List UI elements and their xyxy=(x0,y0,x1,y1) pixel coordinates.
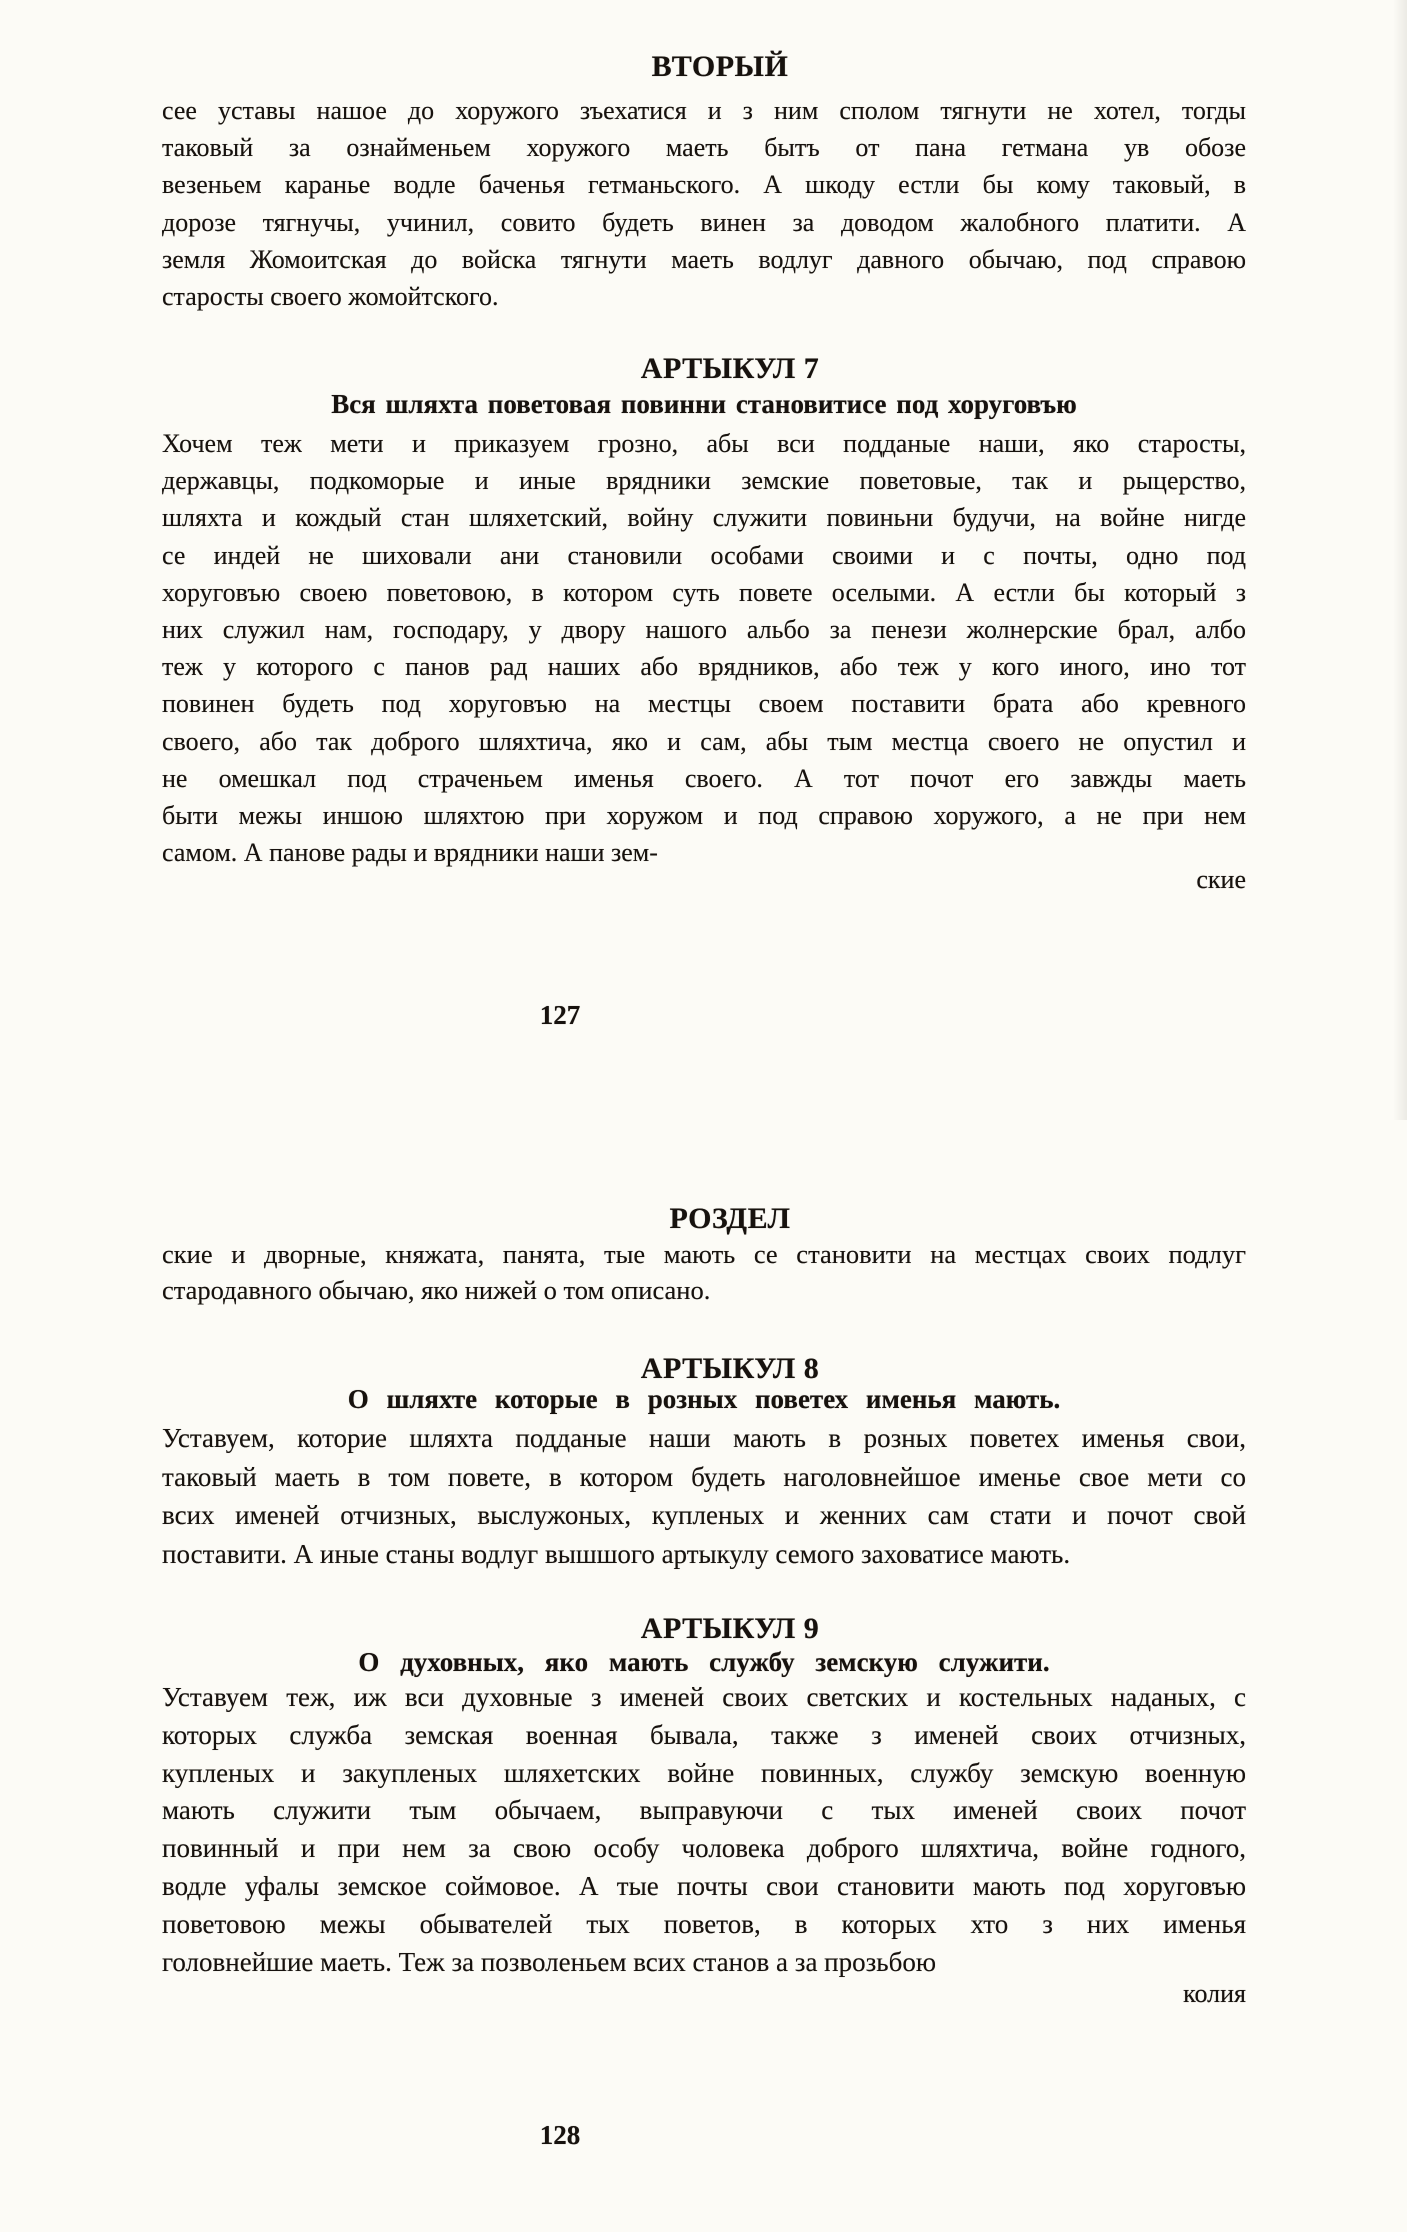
article-7-heading: АРТЫКУЛ 7 xyxy=(640,352,820,385)
text-line: Уставуем теж, иж вси духовные з именей своих светских и костельных наданых, с xyxy=(162,1682,1246,1712)
text-line: се индей не шиховали ани становили особами своими и с почты, одно под xyxy=(162,540,1246,570)
text-line: водле уфалы земское соймовое. А тые почты свои становити мають под хоруговъю xyxy=(162,1870,1246,1901)
running-title-vtoryj: ВТОРЫЙ xyxy=(651,50,789,83)
paragraph-article-7-continuation xyxy=(162,1236,1246,1308)
text-line: повинный и при нем за свою особу чоловека доброго шляхтича, войне годного, xyxy=(162,1833,1246,1864)
text-line: купленых и закупленых шляхетских войне повинных, службу земскую военную xyxy=(162,1757,1246,1788)
text-line: своего, або так доброго шляхтича, яко и сам, абы тым местца своего не опустил и xyxy=(162,726,1246,756)
text-line: дорозе тягнучы, учинил, совито будеть винен за доводом жалобного платити. А xyxy=(162,207,1246,237)
text-line: не омешкал под страченьем именья своего. А тот почот его завжды маеть xyxy=(162,763,1246,793)
article-7-paragraph xyxy=(162,425,1246,871)
page-number-127: 127 xyxy=(539,1000,581,1030)
text-line: мають служити тым обычаем, выправуючи с тых именей своих почот xyxy=(162,1795,1246,1826)
text-line: ские и дворные, княжата, панята, тые мають се становити на местцах своих подлуг xyxy=(162,1239,1246,1269)
text-line: всих именей отчизных, выслужоных, купленых и женних сам стати и почот свой xyxy=(162,1500,1246,1531)
text-line: старосты своего жомойтского. xyxy=(162,282,499,312)
article-8-paragraph xyxy=(162,1419,1246,1573)
text-line: сее уставы нашое до хоружого зъехатися и з ним сполом тягнути не хотел, тогды xyxy=(162,96,1246,125)
text-line: которых служба земская военная бывала, также з именей своих отчизных, xyxy=(162,1719,1246,1750)
text-line: державцы, подкоморые и иные врядники земские поветовые, так и рыцерство, xyxy=(162,466,1246,496)
article-8-subheading: О шляхте которые в розных поветех именья мають. xyxy=(347,1384,1061,1414)
text-line: стародавного обычаю, яко нижей о том описано. xyxy=(162,1275,711,1305)
text-line: поветовою межы обывателей тых поветов, в которых хто з них именья xyxy=(162,1908,1246,1939)
running-title-rozdel: РОЗДЕЛ xyxy=(669,1202,791,1235)
article-9-heading: АРТЫКУЛ 9 xyxy=(640,1612,820,1645)
text-line: поставити. А иные станы водлуг вышшого артыкулу семого заховатисе мають. xyxy=(162,1538,1071,1569)
article-7-subheading: Вся шляхта поветовая повинни становитисе под хоруговъю xyxy=(331,389,1077,419)
page-gutter-shadow xyxy=(1393,0,1407,1120)
text-line: головнейшие маеть. Теж за позволеньем всих станов а за прозьбою xyxy=(162,1946,937,1977)
text-line: Уставуем, которие шляхта подданые наши мають в розных поветех именья свои, xyxy=(162,1423,1246,1453)
article-9-subheading: О духовных, яко мають службу земскую служити. xyxy=(358,1647,1050,1677)
text-line: повинен будеть под хоруговъю на местцы своем поставити брата або кревного xyxy=(162,689,1246,719)
text-line: земля Жомоитская до войска тягнути маеть водлуг давного обычаю, под справою xyxy=(162,244,1246,274)
catchword-page-128: колия xyxy=(1183,1979,1246,2008)
text-line: Хочем теж мети и приказуем грозно, абы вси подданые наши, яко старосты, xyxy=(162,429,1246,458)
text-line: теж у которого с панов рад наших або врядников, або теж у кого иного, ино тот xyxy=(162,652,1246,682)
paragraph-chapter-continuation xyxy=(162,92,1246,315)
text-line: самом. А панове рады и врядники наши зем- xyxy=(162,838,658,868)
text-line: шляхта и кождый стан шляхетский, войну служити повиньни будучи, на войне нигде xyxy=(162,503,1246,533)
text-line: быти межы иншою шляхтою при хоружом и под справою хоружого, а не при нем xyxy=(162,801,1246,831)
catchword-page-127: ские xyxy=(1196,865,1246,894)
text-line: таковый за ознайменьем хоружого маеть бытъ от пана гетмана ув обозе xyxy=(162,133,1246,163)
text-line: везеньем каранье водле баченья гетманьского. А шкоду естли бы кому таковый, в xyxy=(162,170,1246,200)
text-line: них служил нам, господару, у двору нашого альбо за пенези жолнерские брал, албо xyxy=(162,615,1246,645)
article-9-paragraph xyxy=(162,1679,1246,1981)
text-line: таковый маеть в том повете, в котором будеть наголовнейшое именье свое мети со xyxy=(162,1461,1246,1492)
page-number-128: 128 xyxy=(539,2120,581,2150)
article-8-heading: АРТЫКУЛ 8 xyxy=(640,1352,820,1385)
text-line: хоруговъю своею поветовою, в котором суть повете оселыми. А естли бы который з xyxy=(162,577,1246,607)
